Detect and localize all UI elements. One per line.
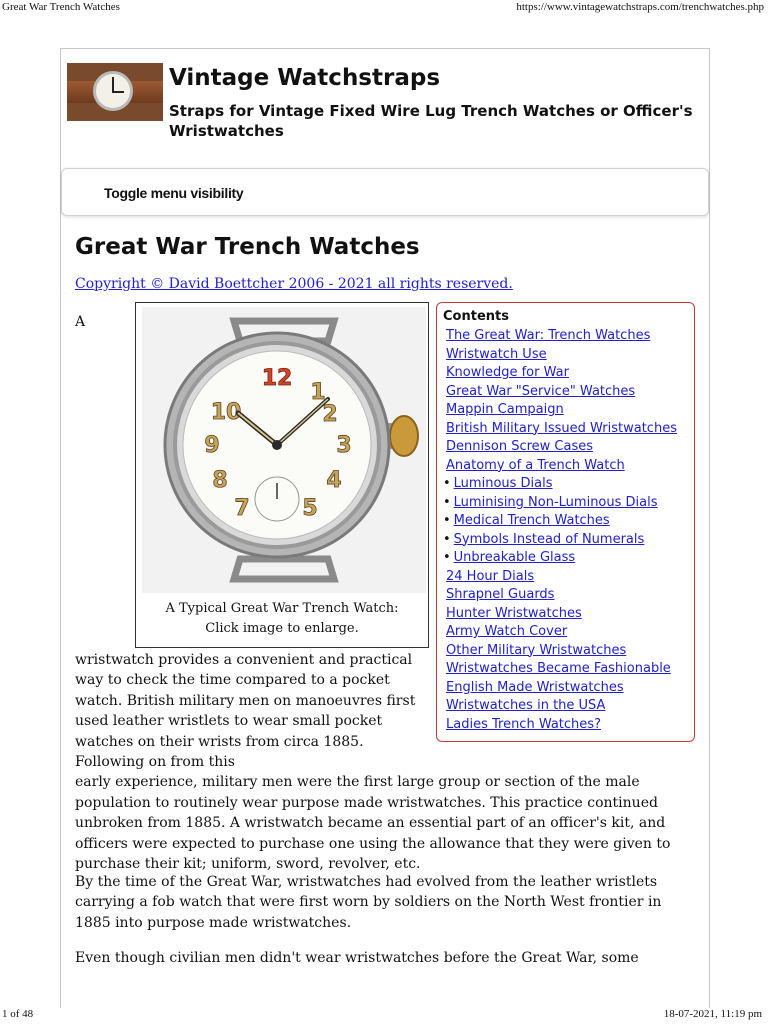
toc-link[interactable]: Symbols Instead of Numerals xyxy=(453,531,645,547)
toc-item xyxy=(443,383,677,402)
dial-numeral-2: 2 xyxy=(322,402,338,427)
toc-item: • Symbols Instead of Numerals xyxy=(443,531,645,547)
toc-item: • Unbreakable Glass xyxy=(443,550,576,565)
toc-link[interactable]: 24 Hour Dials xyxy=(446,568,535,584)
trench-watch-illustration xyxy=(142,307,426,593)
toc-item: • Luminous Dials xyxy=(443,476,553,491)
article-paragraph: Even though civilian men didn't wear wristwatches before the Great War, some xyxy=(75,950,639,966)
toc-link[interactable]: Other Military Wristwatches xyxy=(446,642,627,658)
dial-numeral-3: 3 xyxy=(336,433,352,458)
lead-word: A xyxy=(75,314,86,330)
trench-watch-image[interactable] xyxy=(142,307,426,593)
toc-link[interactable]: The Great War: Trench Watches xyxy=(446,328,651,343)
figure-caption xyxy=(136,599,428,639)
toc-link[interactable]: Medical Trench Watches xyxy=(453,513,610,528)
toggle-menu-button[interactable]: Toggle menu visibility xyxy=(104,185,244,201)
logo-hand xyxy=(112,91,124,93)
toc-item xyxy=(443,327,677,346)
site-logo-image[interactable] xyxy=(67,63,163,121)
toc-link[interactable]: Knowledge for War xyxy=(446,365,569,380)
copyright-link[interactable]: Copyright © David Boettcher 2006 - 2021 all rights reserved. xyxy=(75,276,513,292)
logo-hand xyxy=(112,77,114,92)
toc-item xyxy=(443,346,677,365)
toc-link[interactable]: Wristwatches in the USA xyxy=(446,698,606,713)
toc-link[interactable]: Anatomy of a Trench Watch xyxy=(446,457,625,473)
dial-numeral-9: 9 xyxy=(204,433,220,458)
toc-item: • Medical Trench Watches xyxy=(443,513,610,528)
page-title: Great War Trench Watches xyxy=(75,234,420,260)
toc-link[interactable]: Wristwatch Use xyxy=(446,346,547,362)
page-container xyxy=(60,48,710,1008)
figure-caption-line: Click image to enlarge. xyxy=(205,621,359,636)
toc-item xyxy=(443,420,677,439)
toc-link[interactable]: Dennison Screw Cases xyxy=(446,439,594,454)
toc-link[interactable]: Unbreakable Glass xyxy=(453,550,576,565)
dial-numeral-4: 4 xyxy=(326,468,342,493)
print-url: https://www.vintagewatchstraps.com/trenchwatches.php xyxy=(516,1,764,13)
print-page-number: 1 of 48 xyxy=(2,1008,34,1020)
toc-item: • Luminising Non-Luminous Dials xyxy=(443,494,658,510)
toc-link[interactable]: Hunter Wristwatches xyxy=(446,605,582,621)
figure-caption-line: A Typical Great War Trench Watch: xyxy=(165,601,399,616)
toc-link[interactable]: British Military Issued Wristwatches xyxy=(446,420,677,436)
dial-numeral-7: 7 xyxy=(234,496,250,521)
toc-link[interactable]: Great War "Service" Watches xyxy=(446,383,636,399)
dial-numeral-1: 1 xyxy=(310,380,326,405)
site-subtitle: Straps for Vintage Fixed Wire Lug Trench Watches or Officer's Wristwatches xyxy=(169,102,693,140)
site-header xyxy=(61,48,709,167)
toc-item xyxy=(443,401,677,420)
toc-item xyxy=(443,364,677,383)
toc-link[interactable]: Army Watch Cover xyxy=(446,624,568,639)
figure-trench-watch xyxy=(135,302,429,648)
article-paragraph-continued: early experience, military men were the first large group or section of the male population to routinely wear purpose made wristwatches. This practice continued unbroken from 1885. A wristwatch became an essential part of an officer's kit, and officers were expected to purchase one using the allowance that they were given to purchase their kit; uniform, sword, revolver, etc. xyxy=(75,774,671,873)
dial-numeral-12: 12 xyxy=(261,366,293,391)
print-datetime: 18-07-2021, 11:19 pm xyxy=(663,1008,762,1020)
toc-link[interactable]: Shrapnel Guards xyxy=(446,587,555,602)
toc-title: Contents xyxy=(443,309,509,324)
dial-numeral-5: 5 xyxy=(302,496,318,521)
toc-link[interactable]: Luminous Dials xyxy=(453,476,553,491)
toc-link[interactable]: Luminising Non-Luminous Dials xyxy=(453,494,658,510)
article-paragraph-wrapped: wristwatch provides a convenient and practical way to check the time compared to a pocket watch. British military men on manoeuvres first used leather wristlets to wear small pocket watches on their wrists from circa 1885. Following on from this xyxy=(75,652,416,771)
toc-link[interactable]: English Made Wristwatches xyxy=(446,679,624,695)
print-header xyxy=(0,0,768,18)
toc-link[interactable]: Ladies Trench Watches? xyxy=(446,716,601,732)
print-footer xyxy=(0,1004,768,1024)
menu-bar xyxy=(61,168,709,216)
toc-link[interactable]: Wristwatches Became Fashionable xyxy=(446,661,671,676)
toc-item xyxy=(443,568,677,587)
toc-item xyxy=(443,623,677,642)
toc-link[interactable]: Mappin Campaign xyxy=(446,402,564,417)
toc-item xyxy=(443,586,677,605)
toc-item xyxy=(443,457,677,476)
print-page-title: Great War Trench Watches xyxy=(2,1,120,13)
article-paragraph: By the time of the Great War, wristwatches had evolved from the leather wristlets carrying a fob watch that were first worn by soldiers on the North West frontier in 1885 into purpose made wristwatches. xyxy=(75,874,662,931)
dial-numeral-10: 10 xyxy=(210,400,242,425)
article-paragraph xyxy=(75,650,695,874)
dial-numeral-8: 8 xyxy=(212,468,228,493)
toc-item xyxy=(443,605,677,624)
site-title[interactable]: Vintage Watchstraps xyxy=(169,65,441,91)
toc-item xyxy=(443,438,677,457)
